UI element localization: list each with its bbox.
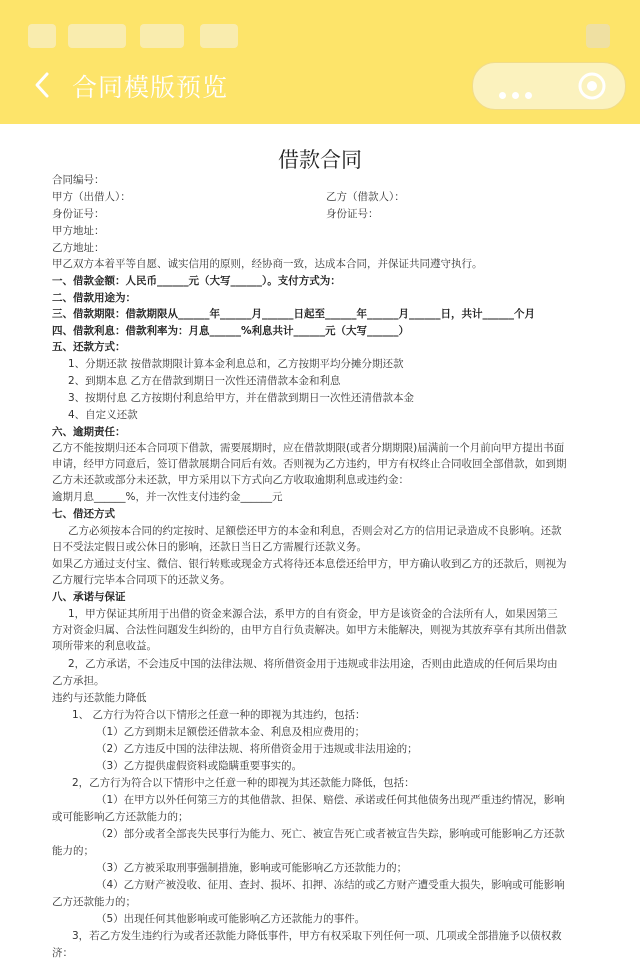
clause-overdue: 六、逾期责任： xyxy=(52,426,126,438)
lender-address: 甲方地址： xyxy=(52,225,105,237)
borrower-address: 乙方地址： xyxy=(52,242,105,254)
capacity-item-2-cont: 能力的； xyxy=(52,845,94,857)
return-text-4: 乙方履行完毕本合同项下的还款义务。 xyxy=(52,574,231,586)
capacity-item-4-cont: 乙方还款能力的； xyxy=(52,896,136,908)
clause-amount: 一、借款金额：人民币______元（大写______）。支付方式为： xyxy=(52,275,341,287)
clause-promise: 八、承诺与保证 xyxy=(52,591,126,603)
lender-label: 甲方（出借人）： xyxy=(52,191,131,203)
capacity-item-3: （3）乙方被采取刑事强制措施，影响或可能影响乙方还款能力的； xyxy=(96,862,408,874)
default-item-1: （1）乙方到期未足额偿还借款本金、利息及相应费用的； xyxy=(96,726,366,738)
remedy-text-1: 3，若乙方发生违约行为或者还款能力降低事件，甲方有权采取下列任何一项、几项或全部措施予以债权救 xyxy=(72,930,562,942)
return-text-3: 如果乙方通过支付宝、微信、银行转账或现金方式将待还本息偿还给甲方，甲方确认收到乙方的还款后，则视为 xyxy=(52,558,567,570)
promise-text-1: 1，甲方保证其所用于出借的资金来源合法，系甲方的自有资金，甲方是该资金的合法所有人，如果因第三 xyxy=(68,608,558,620)
status-bar-blurred xyxy=(28,24,588,50)
repayment-option-3: 3、按期付息 乙方按期付利息给甲方，并在借款到期日一次性还清借款本金 xyxy=(68,392,415,404)
default-section: 违约与还款能力降低 xyxy=(52,692,147,704)
repayment-option-2: 2、到期本息 乙方在借款到期日一次性还清借款本金和利息 xyxy=(68,375,341,387)
return-text-2: 日不受法定假日或公休日的影响，还款日当日乙方需履行还款义务。 xyxy=(52,541,367,553)
repayment-option-1: 1、分期还款 按借款期限计算本金利息总和，乙方按期平均分摊分期还款 xyxy=(68,358,404,370)
promise-text-5: 乙方承担。 xyxy=(52,675,105,687)
return-text-1: 乙方必须按本合同的约定按时、足额偿还甲方的本金和利息，否则会对乙方的信用记录造成不良影响。还款 xyxy=(68,525,562,537)
borrower-label: 乙方（借款人）： xyxy=(326,191,405,203)
repayment-option-4: 4、自定义还款 xyxy=(68,409,138,421)
capacity-item-2: （2）部分或者全部丧失民事行为能力、死亡、被宣告死亡或者被宣告失踪，影响或可能影响乙方还款 xyxy=(96,828,565,840)
clause-term: 三、借款期限：借款期限从______年______月______日起至______年______月______日，共计______个月 xyxy=(52,308,535,320)
clause-return-method: 七、借还方式 xyxy=(52,508,115,520)
page-title: 合同模版预览 xyxy=(72,73,229,102)
borrower-id: 身份证号： xyxy=(326,208,379,220)
promise-text-4: 2，乙方承诺，不会违反中国的法律法规、将所借资金用于违规或非法用途，否则由此造成的任何后果均由 xyxy=(68,658,558,670)
overdue-text-3: 乙方未还款或部分未还款，甲方采用以下方式向乙方收取逾期利息或违约金： xyxy=(52,474,409,486)
capacity-item-1: （1）在甲方以外任何第三方的其他借款、担保、赔偿、承诺或任何其他债务出现严重违约情况，影响 xyxy=(96,794,565,806)
capacity-item-1-cont: 或可能影响乙方还款能力的； xyxy=(52,811,189,823)
battery-icon xyxy=(586,24,610,48)
contract-number: 合同编号： xyxy=(52,174,105,186)
clause-repayment: 五、还款方式： xyxy=(52,341,126,353)
capacity-item-5: （5）出现任何其他影响或可能影响乙方还款能力的事件。 xyxy=(96,913,366,925)
default-text-1: 1、 乙方行为符合以下情形之任意一种的即视为其违约，包括： xyxy=(72,709,366,721)
default-item-3: （3）乙方提供虚假资料或隐瞒重要事实的。 xyxy=(96,760,303,772)
chevron-left-icon[interactable] xyxy=(28,70,58,100)
preamble: 甲乙双方本着平等自愿、诚实信用的原则，经协商一致，达成本合同，并保证共同遵守执行。 xyxy=(52,258,483,270)
clause-purpose: 二、借款用途为： xyxy=(52,292,136,304)
remedy-text-2: 济： xyxy=(52,947,73,959)
default-item-2: （2）乙方违反中国的法律法规、将所借资金用于违规或非法用途的； xyxy=(96,743,418,755)
target-circle-icon[interactable] xyxy=(577,71,607,101)
overdue-text-2: 申请，经甲方同意后，签订借款展期合同后有效。否则视为乙方违约，甲方有权终止合同收回全部借款，如到期 xyxy=(52,458,567,470)
clause-interest: 四、借款利息：借款利率为：月息______%利息共计______元（大写______） xyxy=(52,325,410,337)
contract-document xyxy=(0,124,640,967)
navigation-bar xyxy=(0,0,640,124)
lender-id: 身份证号： xyxy=(52,208,105,220)
overdue-text-4: 逾期月息______%，并一次性支付违约金______元 xyxy=(52,491,283,503)
more-dots-icon[interactable] xyxy=(499,84,559,90)
capacity-item-4: （4）乙方财产被没收、征用、查封、损坏、扣押、冻结的或乙方财产遭受重大损失，影响或可能影响 xyxy=(96,879,565,891)
capacity-text-1: 2，乙方行为符合以下情形中之任意一种的即视为其还款能力降低，包括： xyxy=(72,777,415,789)
overdue-text-1: 乙方不能按期归还本合同项下借款，需要展期时，应在借款期限(或者分期期限)届满前一个月前向甲方提出书面 xyxy=(52,442,565,454)
document-title: 借款合同 xyxy=(278,148,362,172)
mini-program-capsule xyxy=(472,62,626,110)
promise-text-2: 方对资金归属、合法性问题发生纠纷的，由甲方自行负责解决。如甲方未能解决，则视为其放弃享有其所出借款 xyxy=(52,624,567,636)
promise-text-3: 项所带来的利息收益。 xyxy=(52,640,157,652)
